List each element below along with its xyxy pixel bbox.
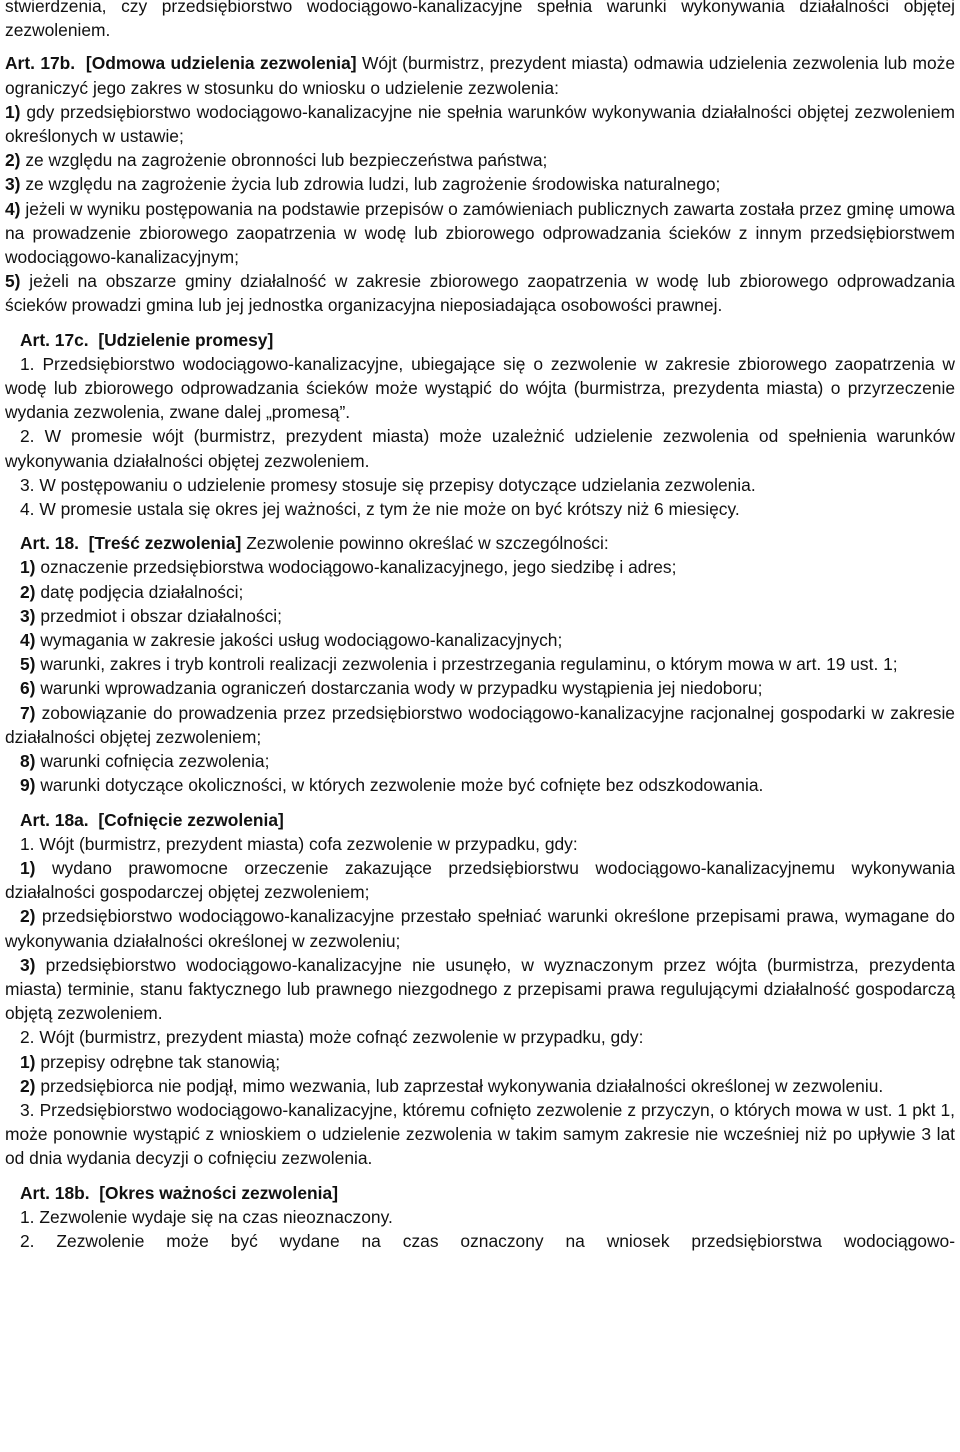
item-number: 2) — [5, 150, 21, 171]
art-18a-ust-2-item — [5, 1074, 955, 1098]
paragraph-text: Przedsiębiorstwo wodociągowo-kanalizacyjne, ubiegające się o zezwolenie w zakresie zbiorowego zaopatrzenia w wodę lub zbiorowego odprowadzania ścieków może wystąpić do wójta (burmistrza, prezydenta miasta) o przyrzeczenie wydania zezwolenia, zwane dalej „promesą”. — [5, 353, 955, 423]
item-text: wydano prawomocne orzeczenie zakazujące przedsiębiorstwu wodociągowo-kanalizacyjnemu wykonywania działalności gospodarczej objętej zezwoleniem; — [5, 857, 955, 903]
art-17c-number: Art. 17c. — [20, 329, 89, 350]
intro-paragraph: stwierdzenia, czy przedsiębiorstwo wodociągowo-kanalizacyjne spełnia warunki wykonywania działalności objętej zezwoleniem. — [5, 0, 955, 41]
item-number: 3) — [5, 174, 21, 195]
item-text: przedsiębiorca nie podjął, mimo wezwania, lub zaprzestał wykonywania działalności określonej w zezwoleniu. — [40, 1075, 884, 1096]
art-18b-paragraph — [5, 1229, 955, 1253]
item-text: gdy przedsiębiorstwo wodociągowo-kanalizacyjne nie spełnia warunków wykonywania działalności objętej zezwoleniem określonych w ustawie; — [5, 101, 955, 147]
art-18a-ust-1-item — [5, 904, 955, 952]
art-18a-ust-2-item — [5, 1050, 955, 1074]
item-text: jeżeli na obszarze gminy działalność w zakresie zbiorowego zaopatrzenia w wodę lub zbiorowego odprowadzania ścieków prowadzi gmina lub jej jednostka organizacyjna nieposiadająca osobowości prawnej. — [5, 271, 955, 316]
paragraph-text: Zezwolenie może być wydane na czas oznaczony na wniosek przedsiębiorstwa wodociągowo- — [56, 1230, 955, 1251]
paragraph-number: 1. — [20, 1206, 35, 1227]
art-18-item — [5, 676, 955, 700]
paragraph-text: W promesie wójt (burmistrz, prezydent miasta) może uzależnić udzielenie zezwolenia od spełnienia warunków wykonywania działalności objętej zezwoleniem. — [5, 426, 955, 471]
art-18a-ust-1 — [5, 832, 955, 856]
art-17c-paragraph — [5, 424, 955, 472]
art-18a-ust-1-item — [5, 953, 955, 1026]
item-number: 4) — [5, 198, 21, 219]
item-text: przedsiębiorstwo wodociągowo-kanalizacyjne nie usunęło, w wyznaczonym przez wójta (burmistrza, prezydenta miasta) terminie, stanu faktycznego lub prawnego niezgodnego z przepisami prawa regulującymi działalność gospodarczą objętą zezwoleniem. — [5, 954, 955, 1024]
item-text: przepisy odrębne tak stanowią; — [40, 1051, 281, 1072]
item-number: 1) — [20, 857, 36, 878]
art-18-paragraph — [5, 531, 955, 555]
art-18-item — [5, 580, 955, 604]
item-number: 5) — [5, 271, 21, 292]
item-text: wymagania w zakresie jakości usług wodociągowo-kanalizacyjnych; — [40, 630, 563, 651]
art-17b-item — [5, 148, 955, 172]
item-number: 9) — [20, 775, 36, 796]
item-number: 6) — [20, 678, 36, 699]
art-17c-title: [Udzielenie promesy] — [98, 329, 274, 350]
item-number: 3) — [20, 605, 36, 626]
paragraph-number: 2. — [20, 1027, 35, 1048]
art-18a-ust-3 — [5, 1098, 955, 1171]
item-number: 3) — [20, 954, 36, 975]
item-text: datę podjęcia działalności; — [40, 581, 244, 602]
item-number: 1) — [5, 101, 21, 122]
art-18-item — [5, 628, 955, 652]
art-18a-title: [Cofnięcie zezwolenia] — [98, 809, 284, 830]
item-number: 2) — [20, 581, 36, 602]
item-text: warunki wprowadzania ograniczeń dostarczania wody w przypadku wystąpienia jej niedoboru; — [40, 678, 763, 699]
item-number: 4) — [20, 630, 36, 651]
item-text: ze względu na zagrożenie obronności lub bezpieczeństwa państwa; — [25, 150, 548, 171]
art-18-item — [5, 773, 955, 797]
art-18-lead: Zezwolenie powinno określać w szczególności: — [246, 533, 609, 554]
paragraph-text: Wójt (burmistrz, prezydent miasta) może cofnąć zezwolenie w przypadku, gdy: — [39, 1027, 644, 1048]
paragraph-number: 1. — [20, 353, 35, 374]
item-text: ze względu na zagrożenie życia lub zdrowia ludzi, lub zagrożenie środowiska naturalnego; — [25, 174, 721, 195]
art-18a-ust-2 — [5, 1025, 955, 1049]
art-18a-number: Art. 18a. — [20, 809, 89, 830]
art-17b-item — [5, 172, 955, 196]
art-17b-item — [5, 197, 955, 270]
art-18b-heading — [5, 1181, 955, 1205]
art-18-number: Art. 18. — [20, 533, 79, 554]
item-number: 1) — [20, 1051, 36, 1072]
paragraph-number: 2. — [20, 1230, 35, 1251]
paragraph-text: Przedsiębiorstwo wodociągowo-kanalizacyjne, któremu cofnięto zezwolenie z przyczyn, o których mowa w ust. 1 pkt 1, może ponownie wystąpić z wnioskiem o udzielenie zezwolenia w takim samym zakresie nie wcześniej niż po upływie 3 lat od dnia wydania decyzji o cofnięciu zezwolenia. — [5, 1099, 955, 1169]
art-17b-item — [5, 100, 955, 148]
item-text: warunki, zakres i tryb kontroli realizacji zezwolenia i przestrzegania regulaminu, o którym mowa w art. 19 ust. 1; — [40, 654, 898, 675]
art-17c-paragraph — [5, 497, 955, 521]
paragraph-number: 3. — [20, 1099, 35, 1120]
item-text: zobowiązanie do prowadzenia przez przedsiębiorstwo wodociągowo-kanalizacyjne racjonalnej gospodarki w zakresie działalności objętej zezwoleniem; — [5, 702, 955, 747]
paragraph-number: 1. — [20, 833, 35, 854]
paragraph-text: W postępowaniu o udzielenie promesy stosuje się przepisy dotyczące udzielania zezwolenia. — [39, 474, 756, 495]
art-18-item — [5, 555, 955, 579]
paragraph-number: 2. — [20, 426, 35, 447]
item-text: warunki cofnięcia zezwolenia; — [40, 751, 270, 772]
item-number: 1) — [20, 557, 36, 578]
art-17b-paragraph — [5, 51, 955, 99]
art-18a-ust-1-item — [5, 856, 955, 904]
art-18b-title: [Okres ważności zezwolenia] — [99, 1182, 338, 1203]
art-17b-number: Art. 17b. — [5, 53, 76, 74]
item-text: przedsiębiorstwo wodociągowo-kanalizacyjne przestało spełniać warunki określone przepisami prawa, wymagane do wykonywania działalności określonej w zezwoleniu; — [5, 906, 955, 951]
item-text: przedmiot i obszar działalności; — [40, 605, 282, 626]
art-18-item — [5, 701, 955, 749]
item-number: 5) — [20, 654, 36, 675]
document-page — [5, 0, 955, 1253]
item-number: 2) — [20, 1075, 36, 1096]
art-18-item — [5, 749, 955, 773]
art-18b-paragraph — [5, 1205, 955, 1229]
item-number: 7) — [20, 702, 36, 723]
item-text: jeżeli w wyniku postępowania na podstawie przepisów o zamówieniach publicznych zawarta została przez gminę umowa na prowadzenie zbiorowego zaopatrzenia w wodę lub zbiorowego odprowadzania ścieków z innym przedsiębiorstwem wodociągowo-kanalizacyjnym; — [5, 198, 955, 268]
art-17b-item — [5, 269, 955, 317]
art-18-item — [5, 652, 955, 676]
paragraph-number: 4. — [20, 499, 35, 520]
art-17c-heading — [5, 328, 955, 352]
item-number: 8) — [20, 751, 36, 772]
art-17c-paragraph — [5, 473, 955, 497]
art-17c-paragraph — [5, 352, 955, 425]
art-17b-title: [Odmowa udzielenia zezwolenia] — [85, 53, 357, 74]
paragraph-text: Wójt (burmistrz, prezydent miasta) cofa zezwolenie w przypadku, gdy: — [39, 833, 578, 854]
item-number: 2) — [20, 906, 36, 927]
paragraph-text: Zezwolenie wydaje się na czas nieoznaczony. — [39, 1206, 393, 1227]
art-18-item — [5, 604, 955, 628]
art-17b-lead: Wójt (burmistrz, prezydent miasta) odmawia udzielenia zezwolenia lub może ograniczyć jego zakres w stosunku do wniosku o udzielenie zezwolenia: — [5, 53, 955, 98]
item-text: warunki dotyczące okoliczności, w których zezwolenie może być cofnięte bez odszkodowania. — [40, 775, 764, 796]
paragraph-text: W promesie ustala się okres jej ważności, z tym że nie może on być krótszy niż 6 miesięcy. — [39, 499, 740, 520]
item-text: oznaczenie przedsiębiorstwa wodociągowo-kanalizacyjnego, jego siedzibę i adres; — [40, 557, 677, 578]
art-18-title: [Treść zezwolenia] — [88, 533, 242, 554]
paragraph-number: 3. — [20, 474, 35, 495]
art-18b-number: Art. 18b. — [20, 1182, 90, 1203]
art-18a-heading — [5, 808, 955, 832]
